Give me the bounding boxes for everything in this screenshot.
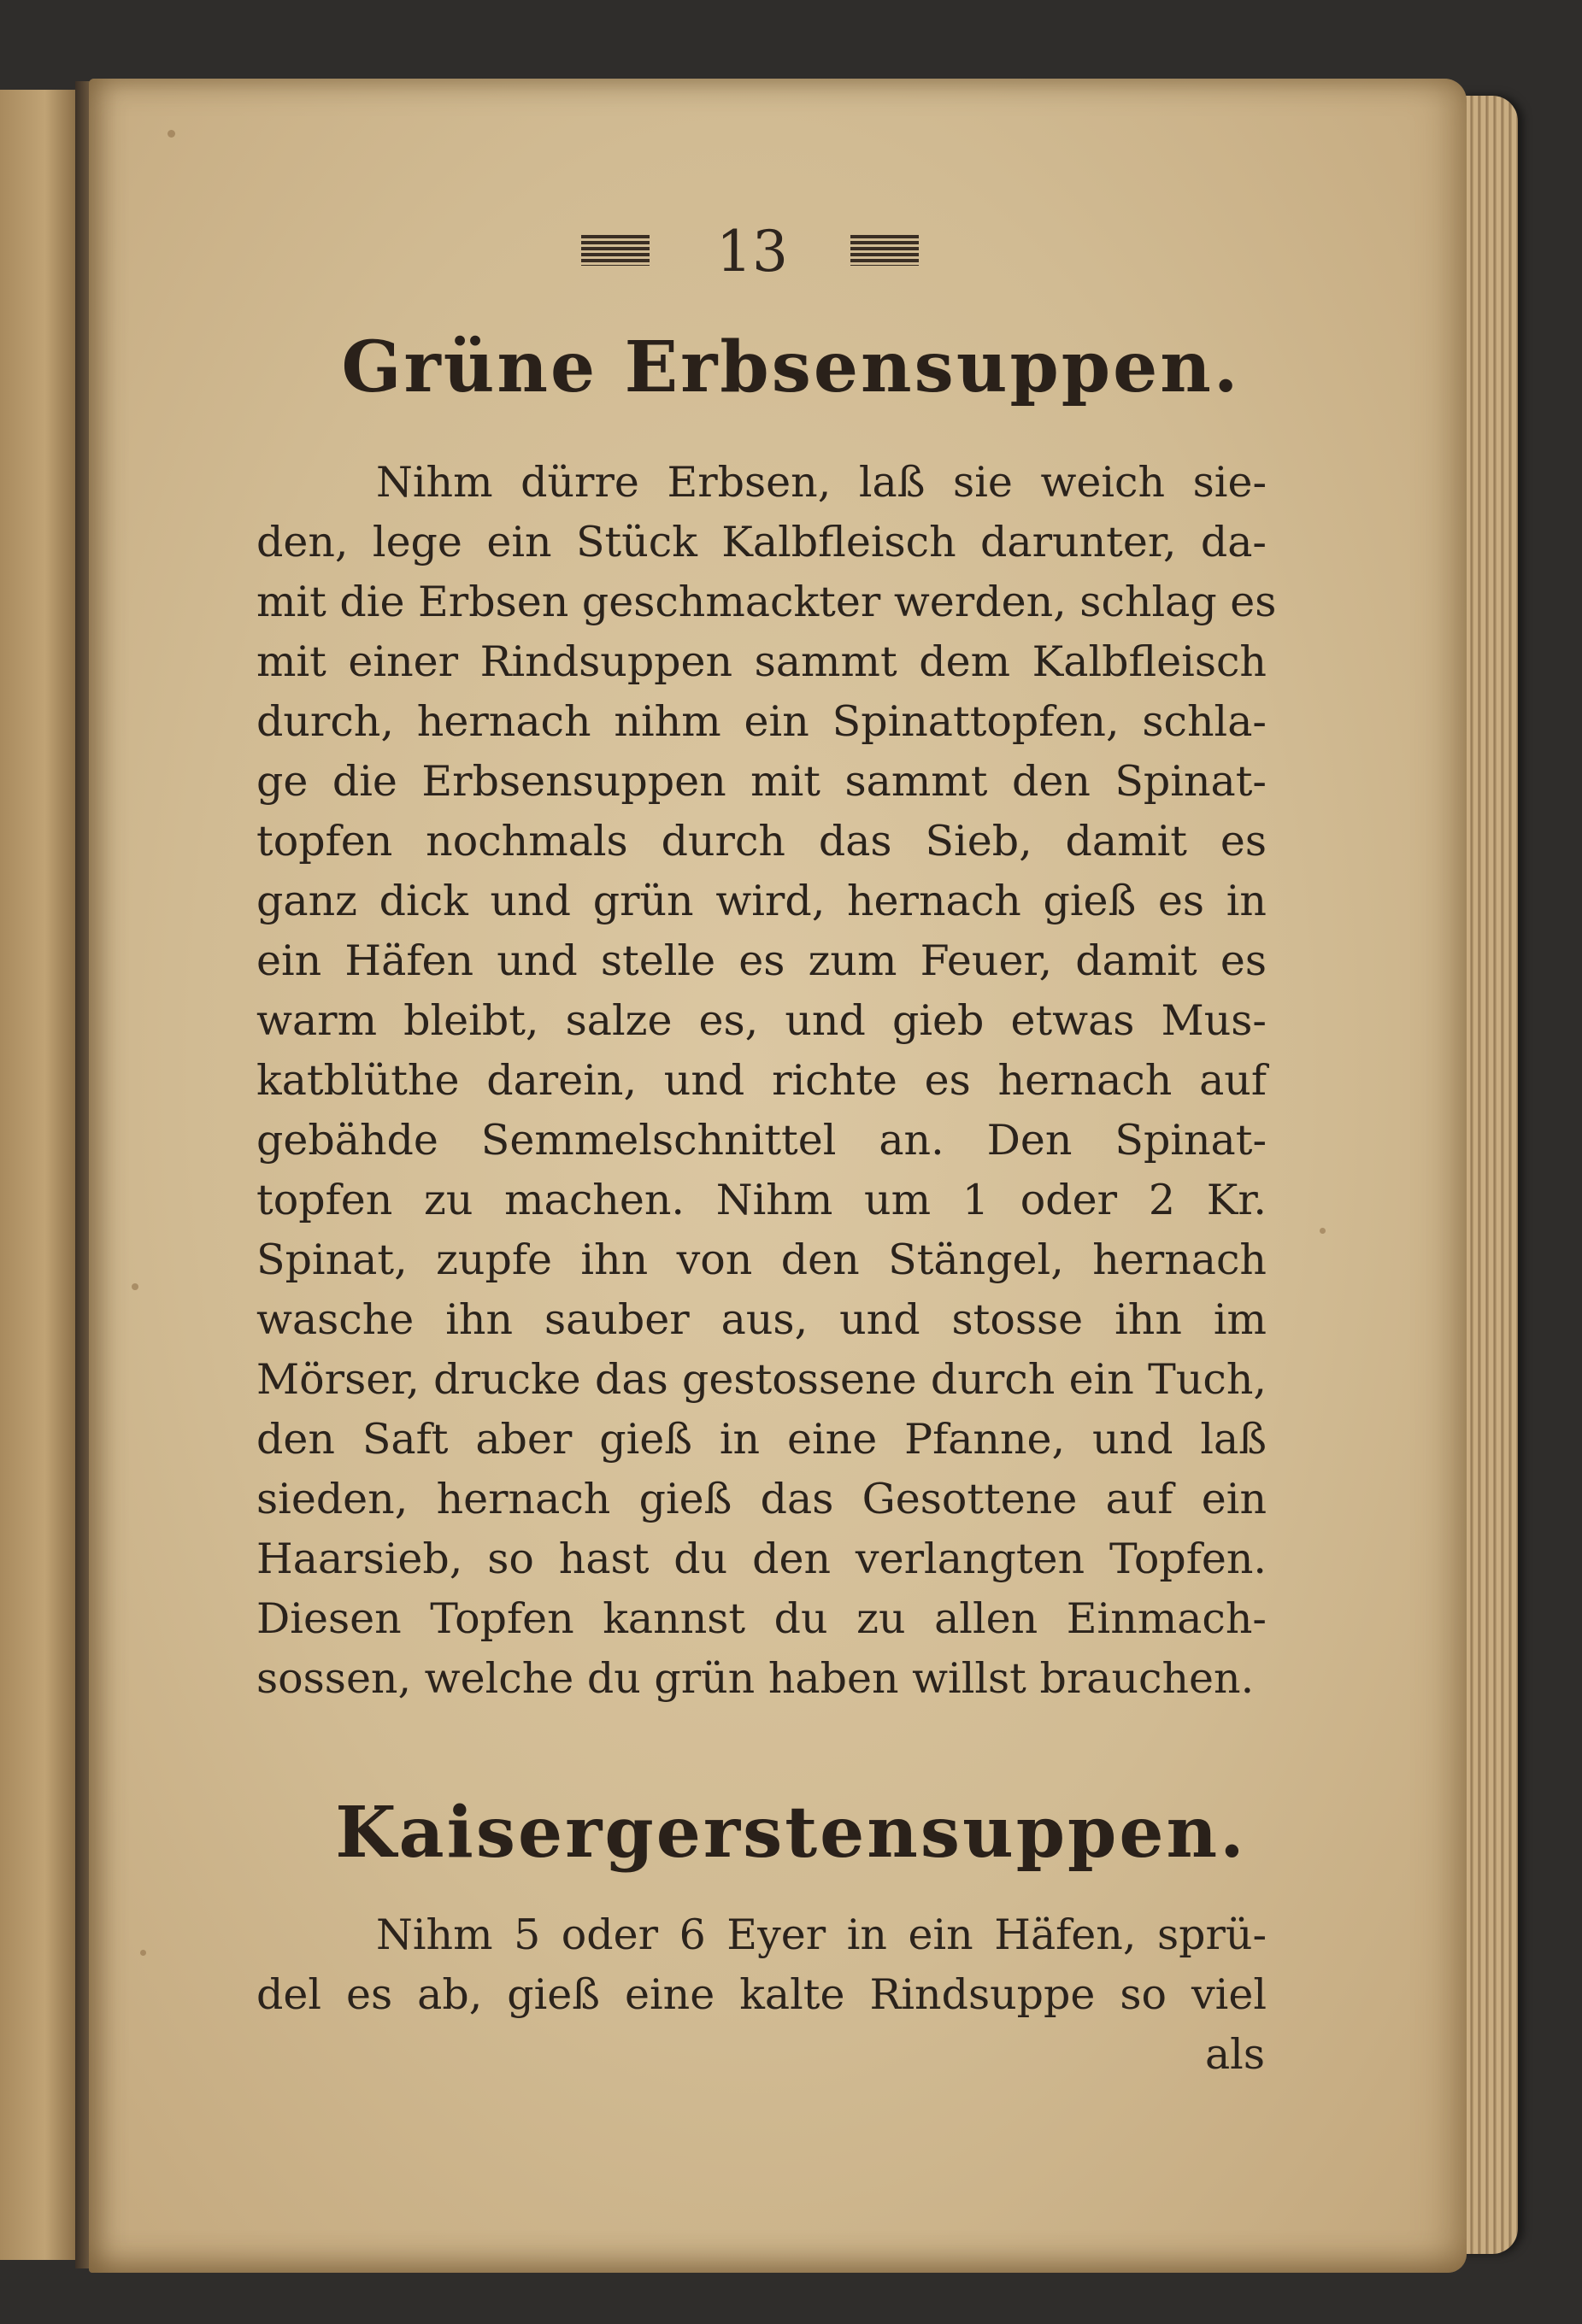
page-number: 13 (716, 219, 788, 285)
text-line: mit einer Rindsuppen sammt dem Kalbfleisch (256, 637, 1267, 686)
text-line: warm bleibt, salze es, und gieb etwas Mus- (256, 996, 1267, 1045)
text-line: den Saft aber gieß in eine Pfanne, und laß (256, 1415, 1267, 1464)
paper-speck (1320, 1228, 1326, 1234)
recipe-title-barley-soup: Kaisergerstensuppen. (335, 1792, 1247, 1874)
text-line: Nihm dürre Erbsen, laß sie weich sie- (376, 458, 1267, 507)
header-rule-right (850, 235, 919, 266)
text-line: ge die Erbsensuppen mit sammt den Spinat- (256, 757, 1267, 806)
text-line: gebähde Semmelschnittel an. Den Spinat- (256, 1116, 1267, 1165)
facing-page-edge (0, 90, 78, 2260)
text-line: katblüthe darein, und richte es hernach auf (256, 1056, 1267, 1105)
catchword: als (1204, 2030, 1265, 2079)
text-line: Diesen Topfen kannst du zu allen Einmach- (256, 1594, 1267, 1643)
text-line: mit die Erbsen geschmackter werden, schlag es (256, 578, 1277, 626)
text-line: Haarsieb, so hast du den verlangten Topfen. (256, 1535, 1267, 1583)
paper-speck (168, 130, 175, 138)
text-line: ganz dick und grün wird, hernach gieß es in (256, 877, 1267, 925)
text-line: Spinat, zupfe ihn von den Stängel, hernach (256, 1235, 1267, 1284)
text-line: del es ab, gieß eine kalte Rindsuppe so viel (256, 1970, 1267, 2019)
header-rule-left (581, 235, 650, 266)
text-line: Mörser, drucke das gestossene durch ein Tuch, (256, 1355, 1267, 1404)
page-block-edge (1458, 96, 1518, 2254)
text-line: topfen nochmals durch das Sieb, damit es (256, 817, 1267, 866)
paper-speck (132, 1283, 138, 1290)
text-line: ein Häfen und stelle es zum Feuer, damit es (256, 936, 1267, 985)
text-line: wasche ihn sauber aus, und stosse ihn im (256, 1295, 1267, 1344)
text-line: sossen, welche du grün haben willst brauchen. (256, 1654, 1255, 1703)
paper-speck (140, 1950, 146, 1956)
text-line: topfen zu machen. Nihm um 1 oder 2 Kr. (256, 1176, 1267, 1224)
page-header (0, 214, 1582, 290)
recipe-title-green-pea-soup: Grüne Erbsensuppen. (341, 326, 1241, 408)
text-line: durch, hernach nihm ein Spinattopfen, schla- (256, 697, 1267, 746)
text-line: den, lege ein Stück Kalbfleisch darunter, da- (256, 518, 1267, 566)
text-line: Nihm 5 oder 6 Eyer in ein Häfen, sprü- (376, 1910, 1267, 1959)
text-line: sieden, hernach gieß das Gesottene auf ein (256, 1475, 1267, 1523)
